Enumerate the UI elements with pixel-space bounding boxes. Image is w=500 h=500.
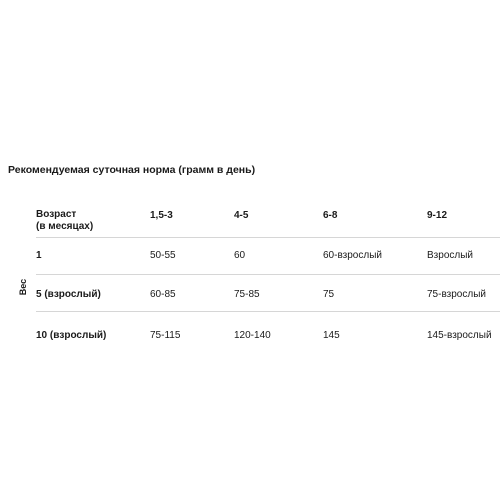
table-cell: 145 xyxy=(323,330,340,341)
row-weight-label: 5 (взрослый) xyxy=(36,289,101,300)
table-header-row xyxy=(36,201,500,238)
header-age-line-2: (в месяцах) xyxy=(36,221,94,232)
table-cell: 75-85 xyxy=(234,289,260,300)
header-age-label xyxy=(36,209,93,233)
table-row xyxy=(36,312,500,348)
table-cell: 145-взрослый xyxy=(427,330,492,341)
header-col-2: 4-5 xyxy=(234,210,249,221)
page-title: Рекомендуемая суточная норма (грамм в день) xyxy=(8,164,256,176)
table-cell: 120-140 xyxy=(234,330,271,341)
table-cell: 60-взрослый xyxy=(323,250,382,261)
table-row xyxy=(36,275,500,312)
table-cell: 50-55 xyxy=(150,250,176,261)
header-age-line-1: Возраст xyxy=(36,209,77,220)
table-cell: 75-115 xyxy=(150,330,181,341)
header-col-1: 1,5-3 xyxy=(150,210,173,221)
feeding-table xyxy=(36,201,500,348)
table-cell: 75 xyxy=(323,289,335,300)
header-col-3: 6-8 xyxy=(323,210,338,221)
weight-axis-label: Вес xyxy=(18,278,28,296)
row-weight-label: 1 xyxy=(36,250,42,261)
table-row xyxy=(36,238,500,275)
header-col-4: 9-12 xyxy=(427,210,448,221)
table-cell: Взрослый xyxy=(427,250,473,261)
table-cell: 60-85 xyxy=(150,289,176,300)
row-weight-label: 10 (взрослый) xyxy=(36,330,107,341)
table-cell: 60 xyxy=(234,250,246,261)
table-cell: 75-взрослый xyxy=(427,289,486,300)
